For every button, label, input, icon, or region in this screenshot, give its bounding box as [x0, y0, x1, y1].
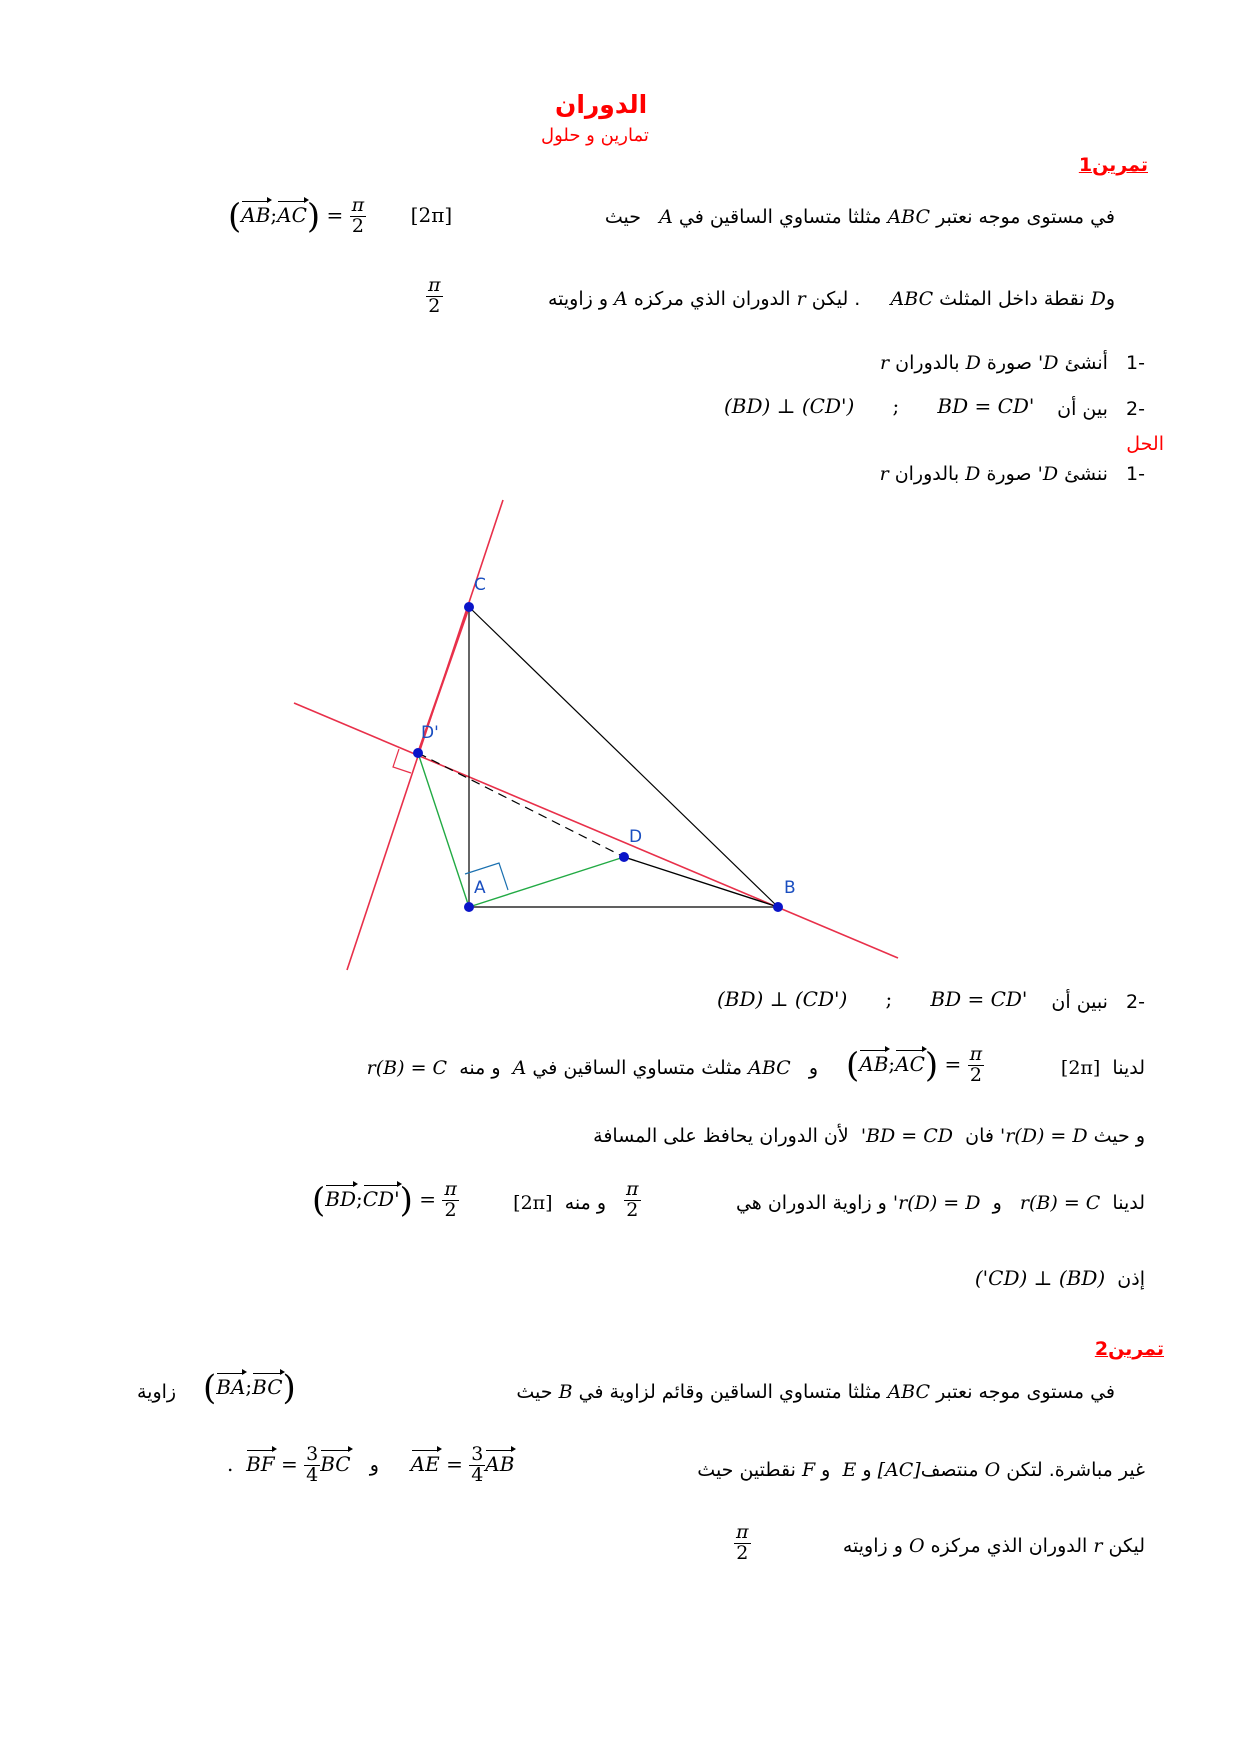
l2-text3: لأن الدوران يحافظ على المسافة: [593, 1125, 849, 1147]
l2-text1: و حيث: [1093, 1125, 1145, 1147]
math-r: r: [796, 288, 806, 310]
vec-bf: BF: [246, 1451, 275, 1476]
label-dprime: D': [421, 723, 439, 743]
sol-l1-formula: (AB;AC) = $\frac{\pi}{2}$: [846, 1043, 983, 1086]
math-rb-eq-c: r(B) = C: [1019, 1192, 1101, 1214]
point-dprime: [413, 748, 423, 758]
ex1-l2-frac: $\frac{\pi}{2}$: [428, 274, 441, 317]
ex1-l2-text4: الدوران الذي مركزه: [633, 288, 791, 310]
ex2-line3: [843, 1535, 1145, 1557]
label-b: B: [784, 878, 796, 898]
geometry-figure: [292, 496, 912, 976]
ex2-l2-text1: غير مباشرة. لتكن: [1006, 1459, 1145, 1481]
sep: ;: [885, 987, 893, 1011]
vec-bd: BD: [325, 1186, 356, 1211]
perp-expr: (BD) ⊥ (CD'): [974, 1266, 1106, 1290]
segment-dprime-d-dashed: [418, 753, 624, 857]
vec-ac: AC: [895, 1051, 925, 1076]
vec-ba: BA: [216, 1374, 246, 1399]
l1-text1: لدينا: [1112, 1057, 1145, 1079]
math-r: r: [879, 463, 889, 485]
ex2-line1: [516, 1381, 1115, 1403]
math-o: O: [908, 1535, 925, 1557]
segment-bd: [624, 857, 778, 907]
segment-ad: [469, 857, 624, 907]
ex2-l2-formula: . BF = $\frac{3}{4}$ BC و AE = $\frac{3}{4}$ AB: [227, 1443, 515, 1486]
angle-mark-a: [465, 863, 508, 890]
math-dprime: D': [1038, 352, 1059, 374]
q1-text1: أنشئ: [1064, 352, 1108, 374]
sol-s1: [880, 463, 1145, 485]
ex1-line2: [548, 288, 1115, 310]
vec-bc: BC: [320, 1451, 351, 1476]
math-abc: ABC: [887, 206, 931, 228]
math-f: F: [801, 1459, 816, 1481]
sol-l3-a: [736, 1192, 1145, 1214]
angle-mark-dprime: [393, 749, 411, 773]
vec-bc: BC: [252, 1374, 283, 1399]
frac-pi-2: $\frac{\pi}{2}$: [351, 194, 365, 237]
solution-label: الحل: [1126, 433, 1164, 455]
s1-text1: ننشئ: [1064, 463, 1108, 485]
math-ac-segment: [AC]: [877, 1459, 921, 1481]
ex1-l2-text3: . ليكن: [811, 288, 861, 310]
ex1-l2-text2: نقطة داخل المثلث: [939, 288, 1085, 310]
ex2-l3-text2: الدوران الذي مركزه: [930, 1535, 1088, 1557]
sol-l3-formula: (BD;CD') = $\frac{\pi}{2}$: [312, 1178, 457, 1221]
vec-ab: AB: [241, 202, 271, 227]
eq-sign: =: [944, 1051, 962, 1076]
ex1-l1-text2: مثلثا متساوي الساقين في: [678, 206, 882, 228]
label-c: C: [474, 575, 486, 595]
q2-num: -2: [1126, 398, 1145, 420]
point-a: [464, 902, 474, 912]
page-subtitle: تمارين و حلول: [541, 125, 649, 146]
mod-2pi: [2π]: [1060, 1057, 1101, 1079]
math-rd-eq-dprime: r(D) = D': [892, 1192, 981, 1214]
s1-text3: بالدوران: [894, 463, 960, 485]
l2-text2: فان: [965, 1125, 994, 1147]
sol-l1-rest: [367, 1057, 818, 1079]
eq-expr: BD = CD': [860, 1125, 954, 1147]
ex2-l3-text3: و زاويته: [842, 1535, 903, 1557]
math-abc: ABC: [890, 288, 934, 310]
eq-expr: BD = CD': [937, 394, 1035, 418]
vec-ab: AB: [859, 1051, 889, 1076]
q2-text1: بين أن: [1057, 398, 1108, 420]
ex2-l2-text4: و: [821, 1459, 831, 1481]
sol-s2-math: [717, 987, 1027, 1011]
label-a: A: [474, 878, 486, 898]
math-dprime: D': [1037, 463, 1059, 485]
ex1-q1: [880, 352, 1145, 374]
math-r: r: [880, 352, 890, 374]
eq-expr: BD = CD': [930, 987, 1028, 1011]
sol-l1-text: [1061, 1057, 1145, 1079]
eq-sign: =: [326, 202, 344, 227]
math-abc: ABC: [887, 1381, 931, 1403]
s2-num: -2: [1126, 991, 1145, 1013]
l1-text2: و: [808, 1057, 818, 1079]
perp-expr: (BD) ⊥ (CD'): [724, 394, 855, 418]
s1-num: -1: [1126, 463, 1145, 485]
sol-l3-b: [513, 1192, 606, 1214]
ex2-l2-text3: و: [862, 1459, 872, 1481]
ex2-l3-frac: $\frac{\pi}{2}$: [736, 1521, 749, 1564]
point-b: [773, 902, 783, 912]
q1-text3: بالدوران: [895, 352, 960, 374]
math-d: D: [1090, 288, 1106, 310]
ex1-l2-text1: و: [1105, 288, 1115, 310]
math-r: r: [1093, 1535, 1103, 1557]
l3-text1: لدينا: [1112, 1192, 1145, 1214]
ex2-l1-text4: زاوية: [137, 1381, 177, 1403]
l1-text4: و منه: [459, 1057, 501, 1079]
ex2-l2-text5: نقطتين حيث: [697, 1459, 796, 1481]
ex2-l2-text6: و: [369, 1453, 379, 1476]
mod-2pi: [2π]: [513, 1192, 553, 1214]
math-a: A: [512, 1057, 527, 1079]
eq-sign: =: [446, 1451, 463, 1476]
perp-expr: (BD) ⊥ (CD'): [717, 987, 848, 1011]
math-rd-eq-dprime: r(D) = D': [999, 1125, 1088, 1147]
l3-text3: و زاوية الدوران هي: [735, 1192, 887, 1214]
ex2-l1-text1: في مستوى موجه نعتبر: [936, 1381, 1115, 1403]
math-d: D: [965, 463, 981, 485]
s2-text1: نبين أن: [1051, 991, 1108, 1013]
l3-text2: و: [992, 1192, 1002, 1214]
math-e: E: [842, 1459, 857, 1481]
math-b: B: [558, 1381, 573, 1403]
l4-text1: إذن: [1117, 1268, 1145, 1290]
ex1-l1-text: في مستوى موجه نعتبر: [936, 206, 1115, 228]
l1-text3: مثلث متساوي الساقين في: [532, 1057, 743, 1079]
math-a: A: [614, 288, 628, 310]
math-rb-eq-c: r(B) = C: [366, 1057, 448, 1079]
ex2-l1-formula: (BA;BC): [203, 1368, 296, 1408]
vec-ae: AE: [410, 1451, 440, 1476]
math-a: A: [659, 206, 673, 228]
ex1-q2: [1057, 398, 1145, 420]
ex2-l2-text2: منتصف: [920, 1459, 979, 1481]
vec-cdprime: CD': [362, 1186, 400, 1211]
ex2-l1-text2: مثلثا متساوي الساقين وقائم لزاوية في: [578, 1381, 882, 1403]
segment-cb: [469, 607, 778, 907]
ex2-l1-end: [137, 1381, 176, 1403]
sol-l4: [975, 1266, 1145, 1290]
sol-l3-frac: $\frac{\pi}{2}$: [626, 1178, 639, 1221]
ex2-l1-text3: حيث: [516, 1381, 553, 1403]
math-d: D: [965, 352, 981, 374]
q1-num: -1: [1126, 352, 1145, 374]
q1-text2: صورة: [986, 352, 1032, 374]
vec-ab: AB: [485, 1451, 515, 1476]
exercise2-heading: تمرين2: [1094, 1338, 1164, 1360]
ex2-line2: [697, 1459, 1145, 1481]
eq-sign: =: [419, 1186, 436, 1211]
exercise1-heading: تمرين1: [1078, 154, 1148, 176]
mod-2pi: [2π]: [410, 202, 453, 227]
s1-text2: صورة: [986, 463, 1032, 485]
l3-text4: و منه: [564, 1192, 606, 1214]
dot: .: [227, 1451, 234, 1476]
page-title: الدوران: [555, 90, 648, 119]
sol-s2: [1051, 991, 1145, 1013]
sep: ;: [892, 394, 900, 418]
point-c: [464, 602, 474, 612]
vec-ac: AC: [277, 202, 307, 227]
ex1-l1-formula: (AB;AC) = $\frac{\pi}{2}$ [2π]: [228, 194, 453, 237]
ex1-l2-text5: و زاويته: [547, 288, 608, 310]
math-o: O: [984, 1459, 1001, 1481]
math-abc: ABC: [748, 1057, 791, 1079]
red-line-bd: [294, 703, 898, 958]
ex2-l3-text1: ليكن: [1108, 1535, 1145, 1557]
label-d: D: [629, 827, 643, 847]
point-d: [619, 852, 629, 862]
sol-l2: [593, 1125, 1145, 1147]
eq-sign: =: [281, 1451, 298, 1476]
ex1-l1-text3: حيث: [604, 206, 641, 228]
ex1-line1: [605, 206, 1115, 228]
segment-adprime: [418, 753, 469, 907]
ex1-q2-math: [724, 394, 1034, 418]
